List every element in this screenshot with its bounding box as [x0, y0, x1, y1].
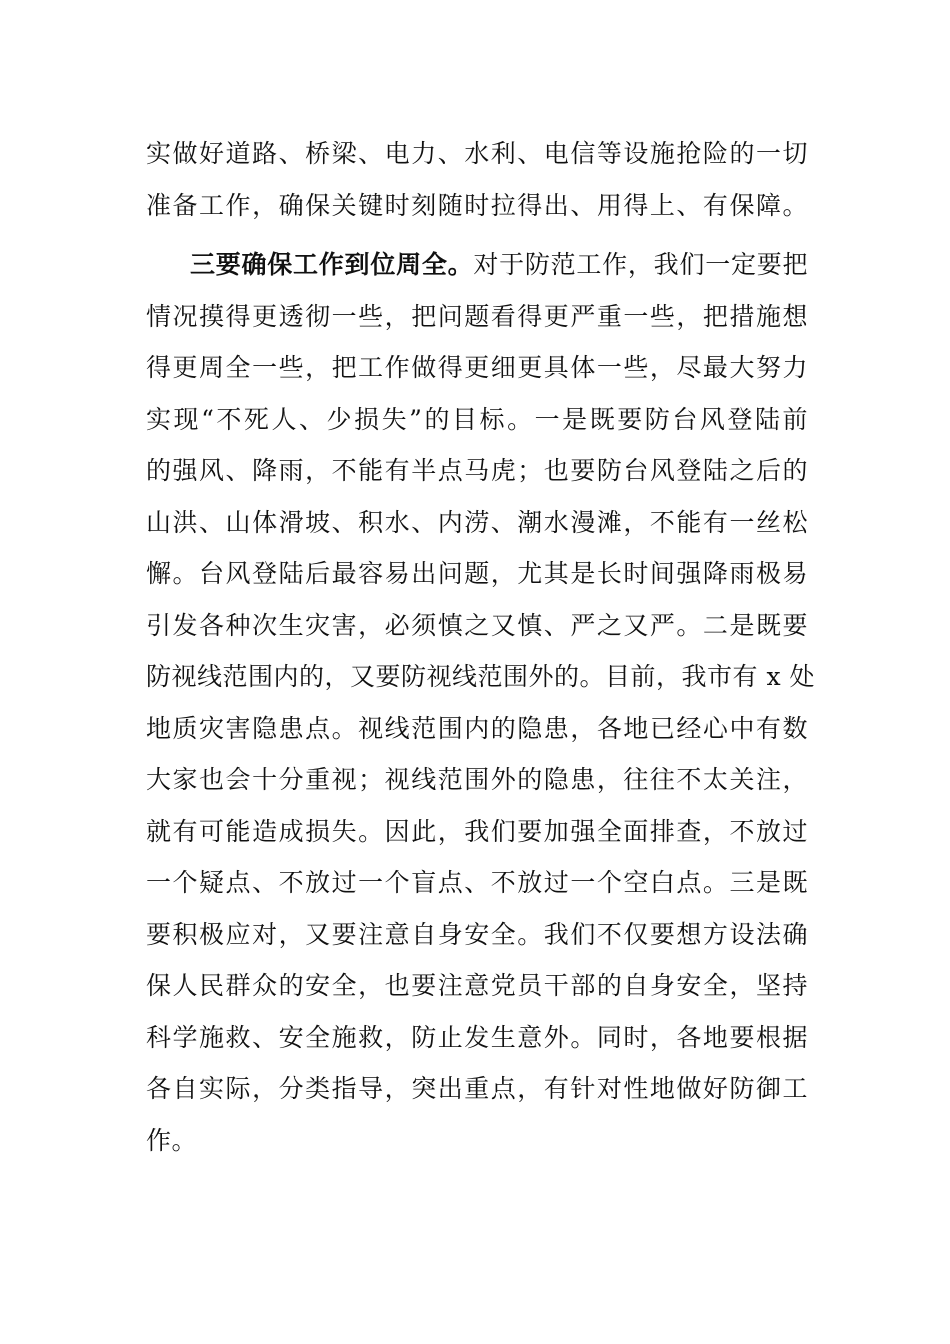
text-line: 各自实际，分类指导，突出重点，有针对性地做好防御工	[146, 1074, 808, 1103]
text-line-last: 作。	[146, 1125, 198, 1155]
text-line: 山洪、山体滑坡、积水、内涝、潮水漫滩，不能有一丝松	[146, 507, 808, 537]
text-line: 一个疑点、不放过一个盲点、不放过一个空白点。三是既	[146, 868, 808, 897]
text-line: 得更周全一些，把工作做得更细更具体一些，尽最大努力	[146, 353, 808, 382]
text-line: 实做好道路、桥梁、电力、水利、电信等设施抢险的一切	[146, 139, 808, 168]
text-line: 科学施救、安全施救，防止发生意外。同时，各地要根据	[146, 1022, 808, 1052]
paragraph-continuation	[146, 128, 808, 231]
text-line: 保人民群众的安全，也要注意党员干部的自身安全，坚持	[146, 971, 808, 1000]
text-line: 大家也会十分重视；视线范围外的隐患，往往不太关注，	[146, 765, 808, 794]
paragraph-heading: 三要确保工作到位周全。	[190, 250, 474, 279]
text-line: 准备工作，确保关键时刻随时拉得出、用得上、有保障。	[146, 190, 808, 220]
text-line: 地质灾害隐患点。视线范围内的隐患，各地已经心中有数	[146, 713, 808, 743]
text-segment: 对于防范工作，我们一定要把	[473, 250, 808, 279]
text-line: 的强风、降雨，不能有半点马虎；也要防台风登陆之后的	[146, 456, 808, 485]
text-line: 懈。台风登陆后最容易出问题，尤其是长时间强降雨极易	[146, 559, 808, 588]
text-line: 就有可能造成损失。因此，我们要加强全面排查，不放过	[146, 816, 808, 846]
text-line: 要积极应对，又要注意自身安全。我们不仅要想方设法确	[146, 919, 808, 949]
text-line-first	[146, 239, 808, 291]
text-line: 实现“不死人、少损失”的目标。一是既要防台风登陆前	[146, 404, 808, 434]
paragraph-point-three	[146, 239, 815, 1166]
text-line: 防视线范围内的，又要防视线范围外的。目前，我市有 x 处	[146, 662, 815, 691]
text-line: 情况摸得更透彻一些，把问题看得更严重一些，把措施想	[146, 301, 808, 331]
text-line: 引发各种次生灾害，必须慎之又慎、严之又严。二是既要	[146, 610, 808, 640]
